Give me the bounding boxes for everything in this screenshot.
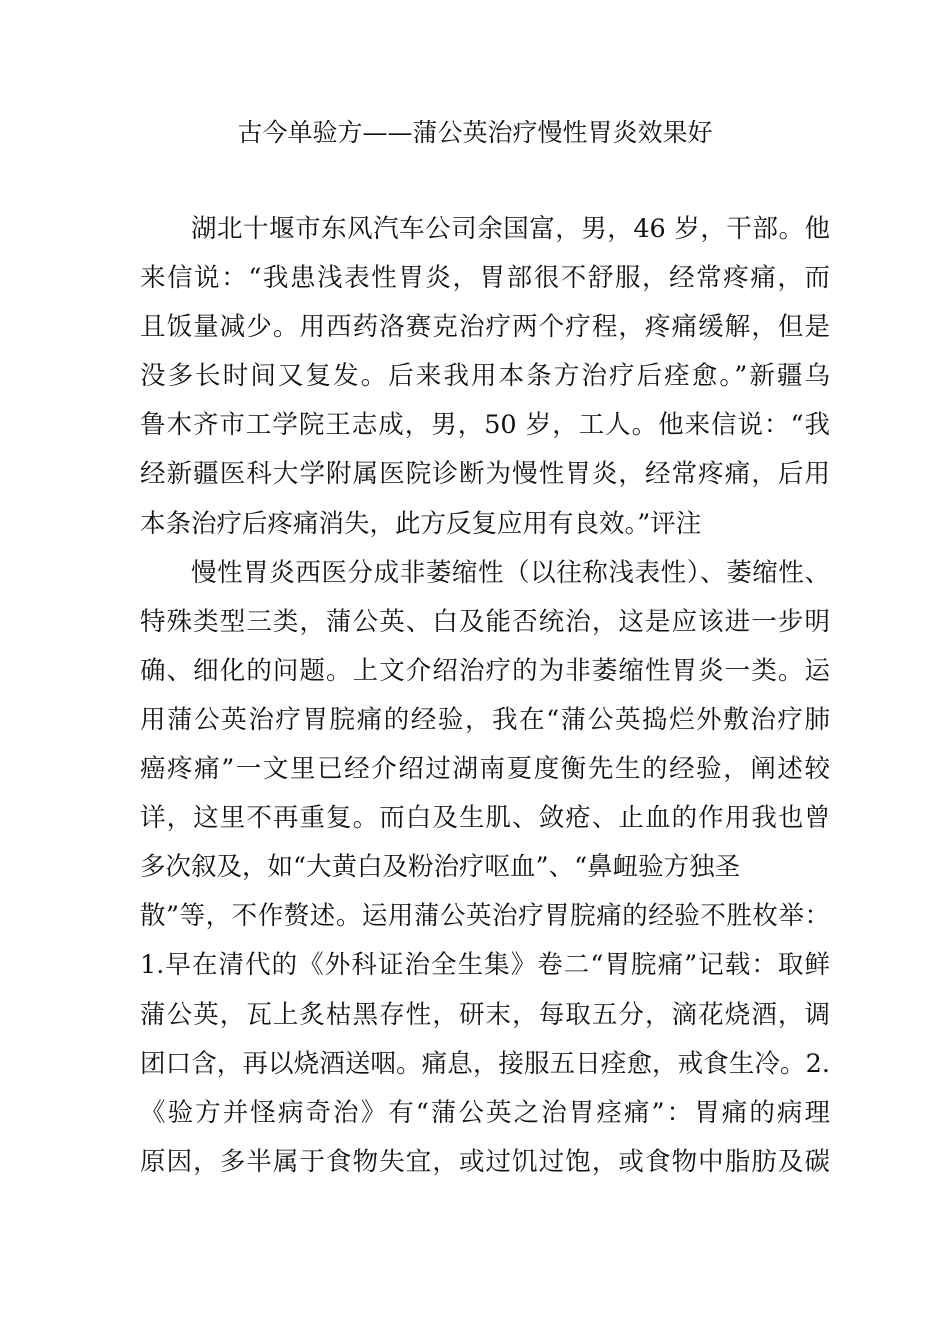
text-line: 且饭量减少。用西药洛赛克治疗两个疗程，疼痛缓解，但是 <box>140 312 830 343</box>
text-line: 来信说：“我患浅表性胃炎，胃部很不舒服，经常疼痛，而 <box>140 263 830 294</box>
text-line: 1.早在清代的《外科证治全生集》卷二“胃脘痛”记载：取鲜 <box>140 950 830 981</box>
text-line: 详，这里不再重复。而白及生肌、敛疮、止血的作用我也曾 <box>140 803 830 834</box>
text-line: 慢性胃炎西医分成非萎缩性（以往称浅表性）、萎缩性、 <box>191 557 830 588</box>
document-body <box>140 205 830 1187</box>
text-line: 癌疼痛”一文里已经介绍过湖南夏度衡先生的经验，阐述较 <box>140 754 830 785</box>
text-line: 特殊类型三类，蒲公英、白及能否统治，这是应该进一步明 <box>140 606 830 637</box>
text-line: 经新疆医科大学附属医院诊断为慢性胃炎，经常疼痛，后用 <box>140 459 830 490</box>
text-line: 没多长时间又复发。后来我用本条方治疗后痊愈。”新疆乌 <box>140 361 830 392</box>
text-line: 散”等，不作赘述。运用蒲公英治疗胃脘痛的经验不胜枚举： <box>140 901 830 932</box>
text-line: 团口含，再以烧酒送咽。痛息，接服五日痊愈，戒食生冷。2. <box>140 1048 830 1079</box>
text-line: 湖北十堰市东风汽车公司余国富，男，46 岁，干部。他 <box>191 214 830 244</box>
text-line: 用蒲公英治疗胃脘痛的经验，我在“蒲公英捣烂外敷治疗肺 <box>140 704 830 735</box>
document-title: 古今单验方——蒲公英治疗慢性胃炎效果好 <box>237 118 713 147</box>
text-line: 多次叙及，如“大黄白及粉治疗呕血”、“鼻衄验方独圣 <box>140 852 741 883</box>
text-line: 蒲公英，瓦上炙枯黑存性，研末，每取五分，滴花烧酒，调 <box>140 999 830 1030</box>
text-line: 鲁木齐市工学院王志成，男，50 岁，工人。他来信说：“我 <box>140 410 830 441</box>
text-line: 本条治疗后疼痛消失，此方反复应用有良效。”评注 <box>140 508 702 539</box>
text-line: 《验方并怪病奇治》有“蒲公英之治胃痉痛”：胃痛的病理 <box>140 1097 830 1128</box>
text-line: 确、细化的问题。上文介绍治疗的为非萎缩性胃炎一类。运 <box>140 655 830 686</box>
text-line: 原因，多半属于食物失宜，或过饥过饱，或食物中脂肪及碳 <box>140 1146 830 1177</box>
